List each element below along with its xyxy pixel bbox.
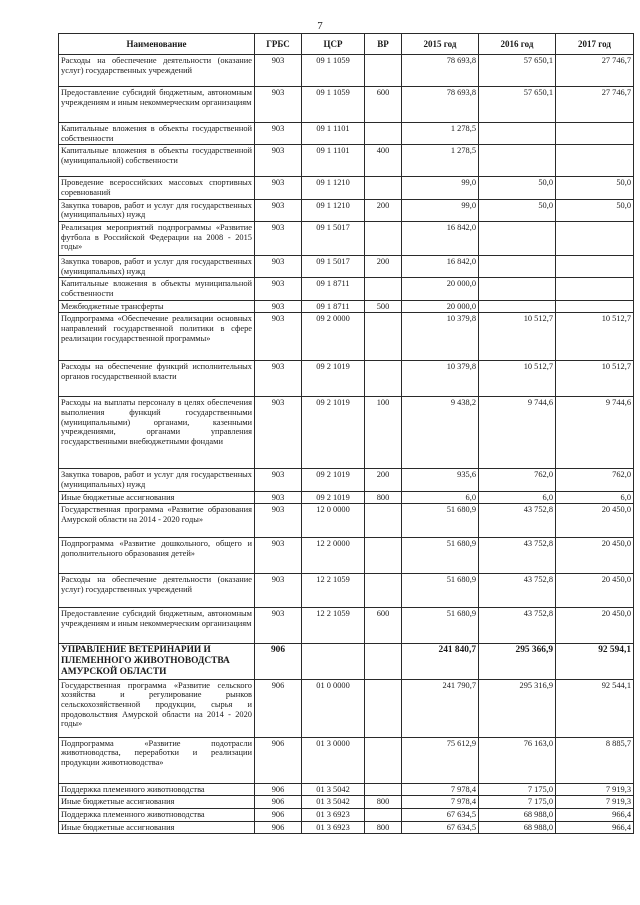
cell-csr: 09 2 1019 — [302, 397, 365, 469]
cell-y2015: 75 612,9 — [402, 737, 479, 783]
cell-y2017: 27 746,7 — [556, 55, 634, 87]
cell-grbs: 903 — [255, 361, 302, 397]
cell-csr: 01 3 0000 — [302, 737, 365, 783]
table-row — [59, 491, 634, 504]
cell-y2017: 50,0 — [556, 199, 634, 221]
cell-grbs: 906 — [255, 783, 302, 796]
table-row — [59, 221, 634, 255]
cell-y2016: 43 752,8 — [479, 538, 556, 574]
table-row — [59, 679, 634, 737]
cell-y2017: 10 512,7 — [556, 313, 634, 361]
cell-csr: 09 1 1059 — [302, 87, 365, 123]
cell-csr: 09 2 1019 — [302, 469, 365, 491]
cell-csr: 09 2 1019 — [302, 361, 365, 397]
cell-name: Закупка товаров, работ и услуг для государственных (муниципальных) нужд — [59, 469, 255, 491]
cell-y2015: 7 978,4 — [402, 796, 479, 809]
header-name: Наименование — [59, 34, 255, 55]
cell-name: Расходы на обеспечение функций исполнительных органов государственной власти — [59, 361, 255, 397]
cell-name: Поддержка племенного животноводства — [59, 783, 255, 796]
cell-vr: 600 — [365, 87, 402, 123]
cell-vr — [365, 737, 402, 783]
cell-name: Предоставление субсидий бюджетным, автономным учреждениям и иным некоммерческим организациям — [59, 87, 255, 123]
cell-grbs: 903 — [255, 608, 302, 644]
cell-grbs: 903 — [255, 504, 302, 538]
cell-y2016 — [479, 221, 556, 255]
cell-name: Предоставление субсидий бюджетным, автономным учреждениям и иным некоммерческим организациям — [59, 608, 255, 644]
header-2016: 2016 год — [479, 34, 556, 55]
table-header-row — [59, 34, 634, 55]
cell-y2017: 9 744,6 — [556, 397, 634, 469]
cell-csr: 09 1 5017 — [302, 221, 365, 255]
cell-vr: 500 — [365, 300, 402, 313]
cell-y2015: 9 438,2 — [402, 397, 479, 469]
cell-y2015: 241 790,7 — [402, 679, 479, 737]
cell-y2017: 20 450,0 — [556, 574, 634, 608]
cell-y2016: 6,0 — [479, 491, 556, 504]
cell-vr — [365, 679, 402, 737]
cell-y2016: 43 752,8 — [479, 574, 556, 608]
table-row — [59, 644, 634, 679]
cell-y2016: 295 316,9 — [479, 679, 556, 737]
cell-vr: 800 — [365, 796, 402, 809]
cell-vr — [365, 278, 402, 300]
cell-y2017 — [556, 221, 634, 255]
table-row — [59, 469, 634, 491]
cell-y2016: 50,0 — [479, 199, 556, 221]
cell-y2016 — [479, 255, 556, 277]
cell-name: Капитальные вложения в объекты государственной (муниципальной) собственности — [59, 145, 255, 177]
table-body — [59, 55, 634, 834]
cell-grbs: 903 — [255, 255, 302, 277]
cell-grbs: 906 — [255, 644, 302, 679]
cell-vr: 800 — [365, 491, 402, 504]
table-row — [59, 255, 634, 277]
cell-y2015: 99,0 — [402, 199, 479, 221]
cell-y2015: 20 000,0 — [402, 278, 479, 300]
cell-y2015: 51 680,9 — [402, 608, 479, 644]
cell-name: Государственная программа «Развитие образования Амурской области на 2014 - 2020 годы» — [59, 504, 255, 538]
cell-name: Проведение всероссийских массовых спортивных соревнований — [59, 177, 255, 199]
cell-y2017: 27 746,7 — [556, 87, 634, 123]
cell-y2017: 20 450,0 — [556, 504, 634, 538]
table-row — [59, 300, 634, 313]
cell-grbs: 903 — [255, 538, 302, 574]
cell-vr — [365, 55, 402, 87]
cell-y2016 — [479, 278, 556, 300]
cell-y2015: 10 379,8 — [402, 313, 479, 361]
cell-grbs: 903 — [255, 574, 302, 608]
cell-y2016: 50,0 — [479, 177, 556, 199]
cell-y2016: 57 650,1 — [479, 87, 556, 123]
cell-y2017: 50,0 — [556, 177, 634, 199]
cell-y2015: 78 693,8 — [402, 87, 479, 123]
cell-grbs: 903 — [255, 469, 302, 491]
cell-grbs: 903 — [255, 397, 302, 469]
cell-y2016: 57 650,1 — [479, 55, 556, 87]
cell-name: Расходы на выплаты персоналу в целях обеспечения выполнения функций государственными (муниципальными) органами, казенными учреждениями, органами управления государственными внебюджетными фондами — [59, 397, 255, 469]
cell-name: Капитальные вложения в объекты государственной собственности — [59, 123, 255, 145]
table-row — [59, 278, 634, 300]
cell-vr — [365, 504, 402, 538]
cell-y2017: 762,0 — [556, 469, 634, 491]
cell-y2016 — [479, 145, 556, 177]
cell-name: Поддержка племенного животноводства — [59, 808, 255, 821]
cell-csr: 09 1 1059 — [302, 55, 365, 87]
page-number: 7 — [317, 20, 323, 32]
cell-y2017: 20 450,0 — [556, 608, 634, 644]
cell-grbs: 903 — [255, 300, 302, 313]
cell-y2015: 67 634,5 — [402, 821, 479, 834]
cell-y2017: 10 512,7 — [556, 361, 634, 397]
cell-y2017 — [556, 300, 634, 313]
cell-y2015: 51 680,9 — [402, 574, 479, 608]
table-row — [59, 55, 634, 87]
cell-csr — [302, 644, 365, 679]
cell-grbs: 903 — [255, 313, 302, 361]
cell-y2017: 8 885,7 — [556, 737, 634, 783]
cell-csr: 01 3 6923 — [302, 808, 365, 821]
cell-csr: 12 2 1059 — [302, 574, 365, 608]
table-row — [59, 808, 634, 821]
cell-csr: 09 1 1210 — [302, 199, 365, 221]
table-row — [59, 145, 634, 177]
cell-csr: 12 2 1059 — [302, 608, 365, 644]
cell-y2015: 20 000,0 — [402, 300, 479, 313]
cell-y2016: 9 744,6 — [479, 397, 556, 469]
cell-y2015: 7 978,4 — [402, 783, 479, 796]
cell-vr — [365, 808, 402, 821]
cell-y2015: 51 680,9 — [402, 538, 479, 574]
cell-y2017: 7 919,3 — [556, 783, 634, 796]
cell-y2016 — [479, 300, 556, 313]
cell-grbs: 903 — [255, 221, 302, 255]
header-vr: ВР — [365, 34, 402, 55]
cell-y2015: 51 680,9 — [402, 504, 479, 538]
table-row — [59, 608, 634, 644]
cell-csr: 01 0 0000 — [302, 679, 365, 737]
cell-y2017 — [556, 123, 634, 145]
cell-grbs: 903 — [255, 87, 302, 123]
cell-grbs: 903 — [255, 177, 302, 199]
cell-y2016: 68 988,0 — [479, 821, 556, 834]
cell-y2017 — [556, 145, 634, 177]
cell-y2015: 16 842,0 — [402, 221, 479, 255]
cell-y2016: 68 988,0 — [479, 808, 556, 821]
cell-y2015: 1 278,5 — [402, 123, 479, 145]
cell-y2015: 78 693,8 — [402, 55, 479, 87]
cell-y2017: 966,4 — [556, 821, 634, 834]
table-row — [59, 574, 634, 608]
cell-csr: 09 1 1101 — [302, 145, 365, 177]
table-row — [59, 123, 634, 145]
cell-name: Подпрограмма «Развитие дошкольного, общего и дополнительного образования детей» — [59, 538, 255, 574]
cell-y2017: 92 594,1 — [556, 644, 634, 679]
cell-vr — [365, 221, 402, 255]
cell-y2017 — [556, 278, 634, 300]
table-row — [59, 504, 634, 538]
table-row — [59, 177, 634, 199]
table-row — [59, 87, 634, 123]
cell-grbs: 906 — [255, 737, 302, 783]
cell-name: Закупка товаров, работ и услуг для государственных (муниципальных) нужд — [59, 255, 255, 277]
cell-grbs: 903 — [255, 55, 302, 87]
cell-csr: 09 1 8711 — [302, 300, 365, 313]
cell-csr: 01 3 5042 — [302, 783, 365, 796]
cell-vr — [365, 783, 402, 796]
cell-y2015: 6,0 — [402, 491, 479, 504]
cell-csr: 09 1 1101 — [302, 123, 365, 145]
cell-y2015: 241 840,7 — [402, 644, 479, 679]
cell-y2016 — [479, 123, 556, 145]
table-row — [59, 361, 634, 397]
cell-y2015: 1 278,5 — [402, 145, 479, 177]
cell-name: Иные бюджетные ассигнования — [59, 796, 255, 809]
cell-vr: 800 — [365, 821, 402, 834]
cell-name: Иные бюджетные ассигнования — [59, 821, 255, 834]
cell-name: Закупка товаров, работ и услуг для государственных (муниципальных) нужд — [59, 199, 255, 221]
cell-y2016: 43 752,8 — [479, 608, 556, 644]
cell-name: Расходы на обеспечение деятельности (оказание услуг) государственных учреждений — [59, 55, 255, 87]
cell-y2017: 966,4 — [556, 808, 634, 821]
table-row — [59, 783, 634, 796]
cell-y2016: 10 512,7 — [479, 313, 556, 361]
cell-y2016: 295 366,9 — [479, 644, 556, 679]
cell-csr: 01 3 6923 — [302, 821, 365, 834]
cell-name: Капитальные вложения в объекты муниципальной собственности — [59, 278, 255, 300]
cell-name: УПРАВЛЕНИЕ ВЕТЕРИНАРИИ И ПЛЕМЕННОГО ЖИВОТНОВОДСТВА АМУРСКОЙ ОБЛАСТИ — [59, 644, 255, 679]
cell-name: Государственная программа «Развитие сельского хозяйства и регулирование рынков сельскохозяйственной продукции, сырья и продовольствия Амурской области на 2014 - 2020 годы» — [59, 679, 255, 737]
cell-csr: 09 1 5017 — [302, 255, 365, 277]
cell-y2016: 7 175,0 — [479, 783, 556, 796]
cell-name: Реализация мероприятий подпрограммы «Развитие футбола в Российской Федерации на 2008 - 2015 годы» — [59, 221, 255, 255]
cell-csr: 09 1 8711 — [302, 278, 365, 300]
cell-vr — [365, 644, 402, 679]
table-row — [59, 199, 634, 221]
cell-y2015: 10 379,8 — [402, 361, 479, 397]
cell-vr — [365, 123, 402, 145]
cell-grbs: 903 — [255, 278, 302, 300]
cell-vr: 600 — [365, 608, 402, 644]
cell-csr: 09 2 1019 — [302, 491, 365, 504]
table-row — [59, 313, 634, 361]
cell-grbs: 903 — [255, 123, 302, 145]
cell-vr — [365, 313, 402, 361]
cell-y2015: 16 842,0 — [402, 255, 479, 277]
cell-y2015: 935,6 — [402, 469, 479, 491]
cell-y2017: 6,0 — [556, 491, 634, 504]
table-row — [59, 737, 634, 783]
cell-vr — [365, 574, 402, 608]
cell-grbs: 906 — [255, 796, 302, 809]
cell-grbs: 906 — [255, 808, 302, 821]
cell-vr: 200 — [365, 199, 402, 221]
cell-grbs: 903 — [255, 491, 302, 504]
table-row — [59, 796, 634, 809]
cell-y2015: 99,0 — [402, 177, 479, 199]
cell-y2017: 7 919,3 — [556, 796, 634, 809]
header-2015: 2015 год — [402, 34, 479, 55]
cell-y2016: 7 175,0 — [479, 796, 556, 809]
cell-csr: 12 2 0000 — [302, 538, 365, 574]
cell-grbs: 906 — [255, 679, 302, 737]
cell-y2016: 76 163,0 — [479, 737, 556, 783]
cell-vr: 400 — [365, 145, 402, 177]
cell-csr: 12 0 0000 — [302, 504, 365, 538]
cell-grbs: 903 — [255, 145, 302, 177]
cell-name: Расходы на обеспечение деятельности (оказание услуг) государственных учреждений — [59, 574, 255, 608]
table-row — [59, 538, 634, 574]
cell-name: Подпрограмма «Развитие подотрасли животноводства, переработки и реализации продукции животноводства» — [59, 737, 255, 783]
cell-csr: 01 3 5042 — [302, 796, 365, 809]
table-row — [59, 821, 634, 834]
header-2017: 2017 год — [556, 34, 634, 55]
cell-vr — [365, 177, 402, 199]
cell-name: Подпрограмма «Обеспечение реализации основных направлений государственной политики в сфере реализации государственной программы» — [59, 313, 255, 361]
cell-vr: 100 — [365, 397, 402, 469]
cell-vr — [365, 361, 402, 397]
table-row — [59, 397, 634, 469]
cell-grbs: 906 — [255, 821, 302, 834]
header-grbs: ГРБС — [255, 34, 302, 55]
cell-vr: 200 — [365, 255, 402, 277]
cell-y2016: 10 512,7 — [479, 361, 556, 397]
budget-table — [58, 33, 634, 834]
cell-vr: 200 — [365, 469, 402, 491]
cell-y2017 — [556, 255, 634, 277]
cell-y2016: 43 752,8 — [479, 504, 556, 538]
cell-name: Иные бюджетные ассигнования — [59, 491, 255, 504]
header-csr: ЦСР — [302, 34, 365, 55]
cell-y2015: 67 634,5 — [402, 808, 479, 821]
cell-csr: 09 2 0000 — [302, 313, 365, 361]
cell-y2016: 762,0 — [479, 469, 556, 491]
cell-vr — [365, 538, 402, 574]
cell-y2017: 20 450,0 — [556, 538, 634, 574]
cell-csr: 09 1 1210 — [302, 177, 365, 199]
cell-name: Межбюджетные трансферты — [59, 300, 255, 313]
cell-grbs: 903 — [255, 199, 302, 221]
cell-y2017: 92 544,1 — [556, 679, 634, 737]
